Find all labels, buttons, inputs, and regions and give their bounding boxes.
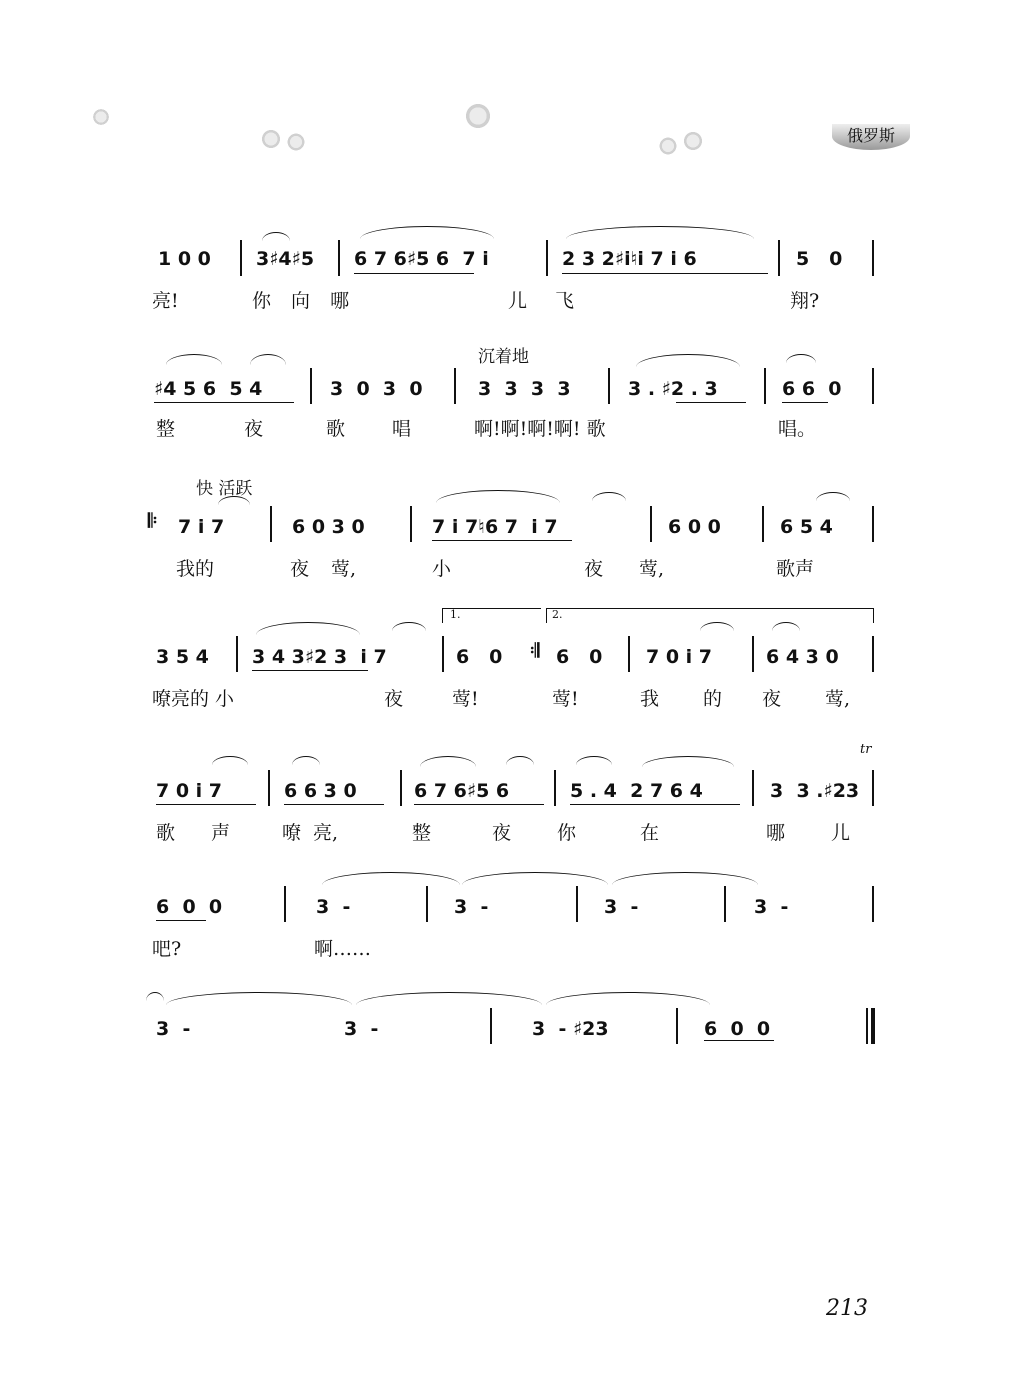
expression-mark: 沉着地: [478, 347, 529, 367]
slur: [250, 354, 286, 365]
barline: [872, 636, 874, 672]
measure-notes: 6 7 6♯5 6: [414, 780, 510, 802]
barline: [442, 636, 444, 672]
lyric: 嘹亮的 小: [152, 688, 235, 710]
slur: [322, 872, 460, 885]
underline: [432, 540, 572, 541]
lyric: 唱: [392, 418, 412, 440]
measure-notes: 2 3 2♯i♮i 7 i 6: [562, 248, 697, 270]
measure-notes: 3 -: [344, 1018, 379, 1040]
lyric: 夜 莺,: [584, 558, 665, 580]
measure-notes: 3 3 .♯23: [770, 780, 860, 802]
volta-bracket-2: [546, 608, 874, 623]
barline: [872, 886, 874, 922]
barline: [872, 770, 874, 806]
barline: [310, 368, 312, 404]
lyric: 你 向 哪: [252, 290, 350, 312]
measure-notes: 6 4 3 0: [766, 646, 839, 668]
repeat-start: 𝄆: [148, 510, 158, 532]
barline: [410, 506, 412, 542]
slur: [146, 992, 164, 1001]
slur: [546, 992, 710, 1005]
lyric: 夜: [244, 418, 264, 440]
trill-mark: tr: [860, 742, 872, 757]
measure-notes: 7 0 i 7: [156, 780, 223, 802]
measure-notes: 3 - ♯23: [532, 1018, 609, 1040]
barline: [778, 240, 780, 276]
slur: [576, 756, 612, 765]
lyric: 整: [156, 418, 176, 440]
barline: [576, 886, 578, 922]
barline: [236, 636, 238, 672]
underline: [354, 273, 474, 274]
lyric: 小: [432, 558, 452, 580]
barline: [270, 506, 272, 542]
lyric: 歌声: [776, 558, 815, 580]
measure-notes: 6 6 0: [782, 378, 842, 400]
underline: [414, 804, 544, 805]
lyric: 我 的: [640, 688, 723, 710]
barline: [872, 368, 874, 404]
lyric: 嘹 亮,: [282, 822, 339, 844]
measure-notes: 6 0: [556, 646, 603, 668]
slur: [566, 226, 754, 239]
slur: [642, 756, 734, 767]
measure-notes: 6 0 0: [704, 1018, 771, 1040]
measure-notes: 6 0: [456, 646, 503, 668]
measure-notes: 7 i 7: [178, 516, 225, 538]
measure-notes: 6 7 6♯5 6 7 i: [354, 248, 489, 270]
slur: [462, 872, 608, 885]
underline: [676, 402, 746, 403]
measure-notes: 3 -: [156, 1018, 191, 1040]
barline: [338, 240, 340, 276]
lyric: 夜 莺,: [290, 558, 357, 580]
barline: [724, 886, 726, 922]
slur: [420, 756, 476, 767]
barline: [400, 770, 402, 806]
barline: [284, 886, 286, 922]
measure-notes: 5 . 4 2 7 6 4: [570, 780, 703, 802]
lyric: 歌: [326, 418, 346, 440]
measure-notes: 3 0 3 0: [330, 378, 423, 400]
slur: [256, 622, 360, 635]
measure-notes: 6 0 0: [668, 516, 721, 538]
lyric: 亮!: [152, 290, 179, 312]
barline: [752, 636, 754, 672]
expression-mark: 快 活跃: [196, 479, 253, 499]
lyric: 莺!: [452, 688, 479, 710]
slur: [360, 226, 494, 239]
lyric: 整: [412, 822, 432, 844]
slur: [262, 232, 290, 241]
measure-notes: 6 0 3 0: [292, 516, 365, 538]
lyric: 在: [640, 822, 660, 844]
flower-decoration-icon: [678, 126, 708, 156]
slur: [356, 992, 542, 1005]
repeat-end: 𝄇: [530, 640, 540, 662]
barline: [490, 1008, 492, 1044]
slur: [436, 490, 560, 503]
lyric: 啊……: [314, 938, 372, 960]
lyric: 啊!啊!啊!啊! 歌: [474, 418, 606, 440]
slur: [292, 756, 320, 765]
country-tag: 俄罗斯: [832, 124, 910, 150]
barline: [762, 506, 764, 542]
final-barline: [866, 1008, 868, 1044]
volta-label: 1.: [450, 608, 461, 621]
measure-notes: 1 0 0: [158, 248, 211, 270]
barline: [764, 368, 766, 404]
barline: [454, 368, 456, 404]
underline: [156, 920, 206, 921]
measure-notes: 5 0: [796, 248, 843, 270]
measure-notes: 7 0 i 7: [646, 646, 713, 668]
slur: [506, 756, 534, 765]
slur: [392, 622, 426, 631]
slur: [786, 354, 816, 363]
measure-notes: 3 -: [754, 896, 789, 918]
measure-notes: 3 . ♯2 . 3: [628, 378, 718, 400]
barline: [872, 240, 874, 276]
measure-notes: ♯4 5 6 5 4: [154, 378, 263, 400]
barline: [546, 240, 548, 276]
measure-notes: 6 6 3 0: [284, 780, 357, 802]
slur: [166, 354, 222, 365]
measure-notes: 3 -: [316, 896, 351, 918]
flower-decoration-icon: [282, 128, 310, 156]
lyric: 翔?: [790, 290, 820, 312]
slur: [212, 756, 248, 765]
lyric: 莺!: [552, 688, 579, 710]
lyric: 唱。: [778, 418, 817, 440]
underline: [154, 402, 294, 403]
barline: [426, 886, 428, 922]
slur: [592, 492, 626, 501]
underline: [156, 804, 256, 805]
measure-notes: 3♯4♯5: [256, 248, 315, 270]
lyric: 哪 儿: [766, 822, 851, 844]
measure-notes: 7 i 7♮6 7 i 7: [432, 516, 558, 538]
barline: [628, 636, 630, 672]
underline: [284, 804, 384, 805]
slur: [700, 622, 734, 631]
underline: [562, 273, 768, 274]
measure-notes: 6 5 4: [780, 516, 833, 538]
barline: [554, 770, 556, 806]
flower-decoration-icon: [458, 96, 498, 136]
lyric: 夜 莺,: [762, 688, 851, 710]
page-number: 213: [826, 1296, 868, 1321]
lyric: 夜: [384, 688, 404, 710]
lyric: 我的: [176, 558, 215, 580]
lyric: 吧?: [152, 938, 182, 960]
measure-notes: 3 4 3♯2 3 i 7: [252, 646, 387, 668]
slur: [772, 622, 800, 631]
measure-notes: 3 -: [604, 896, 639, 918]
barline: [240, 240, 242, 276]
measure-notes: 3 5 4: [156, 646, 209, 668]
volta-label: 2.: [552, 608, 563, 621]
measure-notes: 6 0 0: [156, 896, 223, 918]
underline: [570, 804, 740, 805]
barline: [752, 770, 754, 806]
measure-notes: 3 3 3 3: [478, 378, 571, 400]
lyric: 儿 飞: [508, 290, 575, 312]
flower-decoration-icon: [88, 104, 114, 130]
final-barline: [871, 1008, 875, 1044]
underline: [782, 402, 828, 403]
slur: [612, 872, 758, 885]
barline: [676, 1008, 678, 1044]
lyric: 夜 你: [492, 822, 577, 844]
barline: [608, 368, 610, 404]
barline: [650, 506, 652, 542]
slur: [636, 354, 740, 367]
measure-notes: 3 -: [454, 896, 489, 918]
lyric: 歌 声: [156, 822, 231, 844]
underline: [704, 1040, 774, 1041]
slur: [816, 492, 850, 501]
slur: [166, 992, 352, 1005]
barline: [268, 770, 270, 806]
underline: [252, 670, 368, 671]
barline: [872, 506, 874, 542]
